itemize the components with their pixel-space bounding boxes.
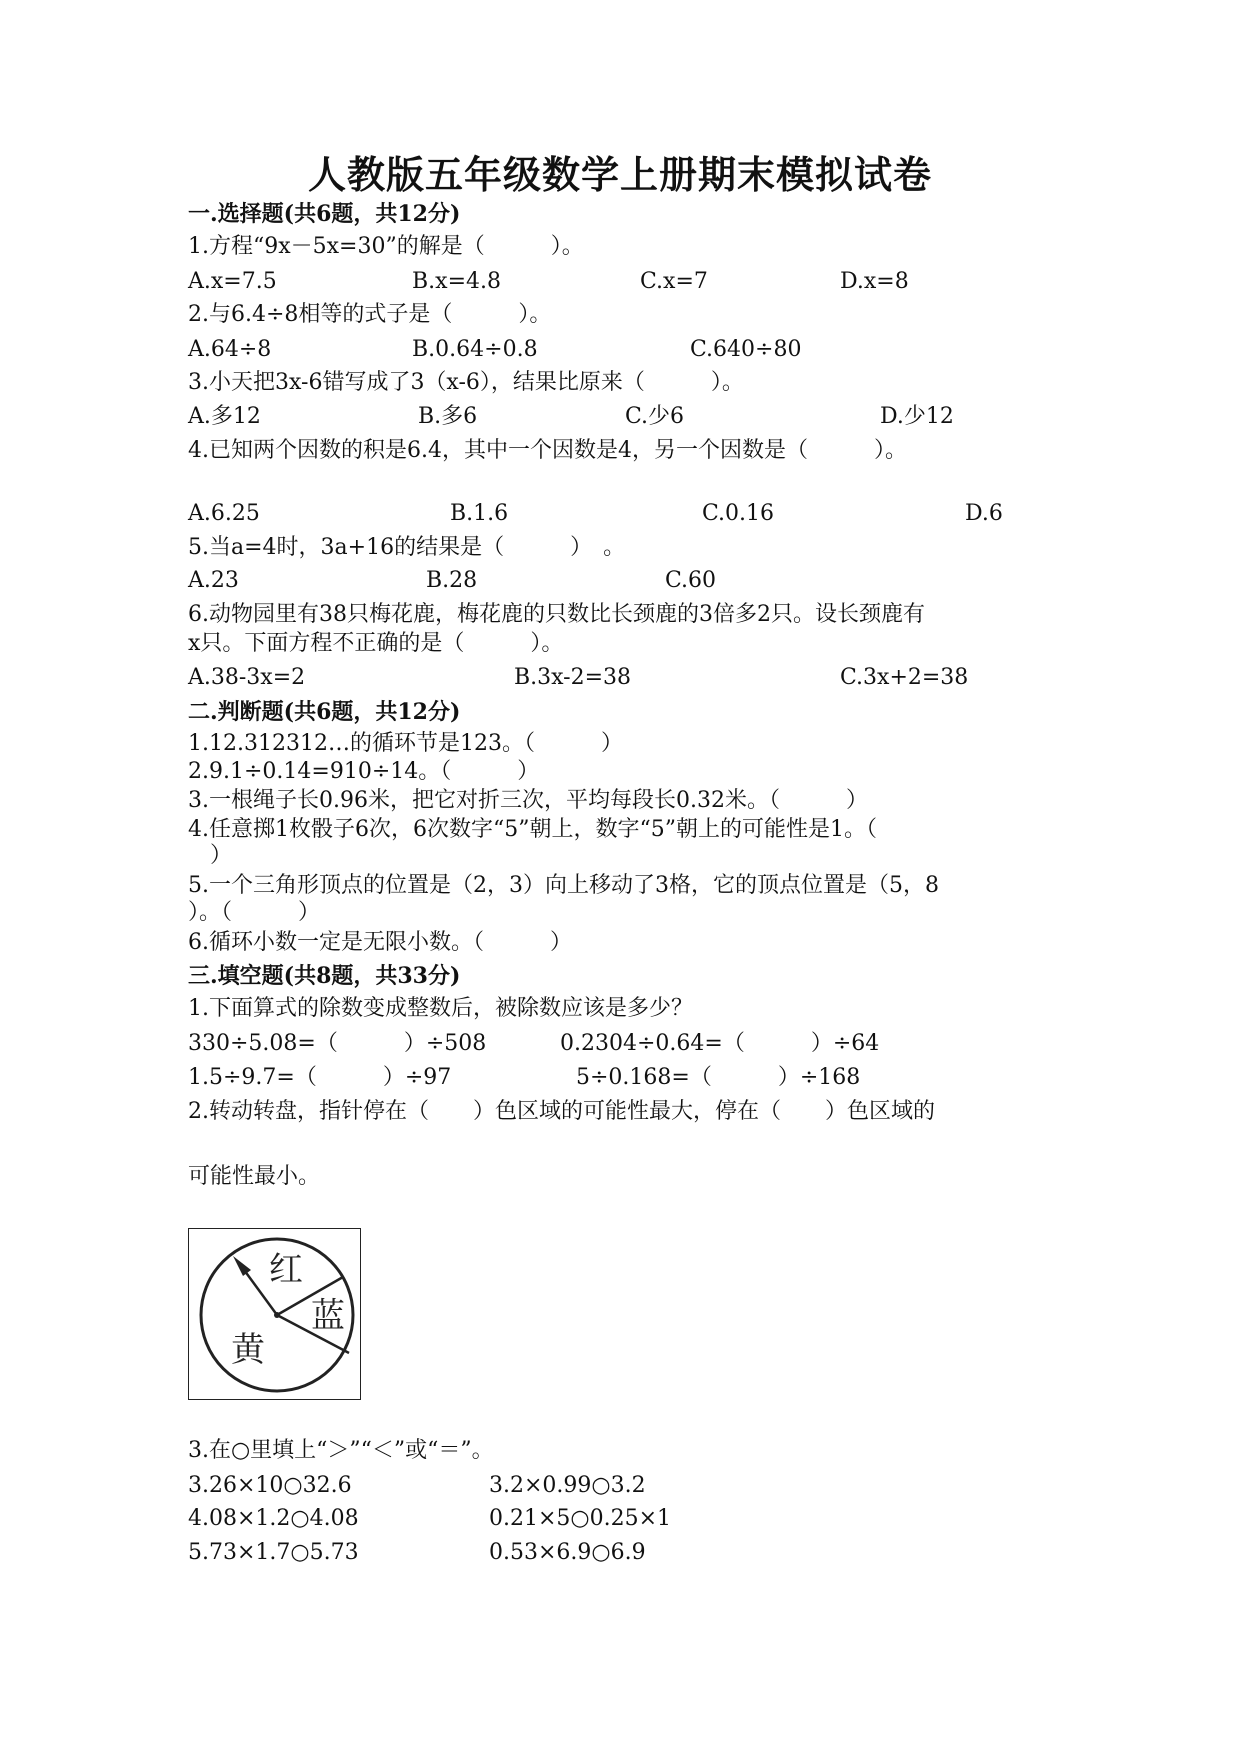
judgement-item: 5.一个三角形顶点的位置是（2，3）向上移动了3格，它的顶点位置是（5，8 xyxy=(188,873,939,898)
question-stem: 2.与6.4÷8相等的式子是（ ）。 xyxy=(188,302,552,327)
compare-expression: 0.21×5○0.25×1 xyxy=(489,1506,672,1531)
option-b: B.3x-2=38 xyxy=(514,665,632,690)
spinner-figure xyxy=(188,1228,361,1400)
judgement-item: 6.循环小数一定是无限小数。（ ） xyxy=(188,930,572,955)
section-heading-choice: 一.选择题(共6题，共12分) xyxy=(188,201,461,227)
question-stem: 2.转动转盘，指针停在（ ）色区域的可能性最大，停在（ ）色区域的 xyxy=(188,1099,935,1124)
page-title: 人教版五年级数学上册期末模拟试卷 xyxy=(307,152,932,197)
option-d: D.x=8 xyxy=(840,269,909,294)
fill-expression: 0.2304÷0.64=（ ）÷64 xyxy=(560,1031,880,1056)
option-a: A.6.25 xyxy=(188,501,260,526)
option-c: C.3x+2=38 xyxy=(840,665,969,690)
fill-expression: 330÷5.08=（ ）÷508 xyxy=(188,1031,487,1056)
spinner-label-red: 红 xyxy=(269,1250,303,1290)
fill-expression: 1.5÷9.7=（ ）÷97 xyxy=(188,1065,452,1090)
option-c: C.640÷80 xyxy=(690,337,802,362)
judgement-item: 4.任意掷1枚骰子6次，6次数字“5”朝上，数字“5”朝上的可能性是1。（ xyxy=(188,817,877,842)
option-d: D.6 xyxy=(965,501,1003,526)
question-stem: 3.在○里填上“＞”“＜”或“＝”。 xyxy=(188,1438,494,1463)
option-b: B.28 xyxy=(426,568,478,593)
option-a: A.x=7.5 xyxy=(188,269,277,294)
compare-expression: 3.26×10○32.6 xyxy=(188,1473,352,1498)
option-a: A.38-3x=2 xyxy=(188,665,306,690)
option-a: A.多12 xyxy=(188,404,261,429)
question-stem: 5.当a=4时，3a+16的结果是（ ） 。 xyxy=(188,535,626,560)
option-b: B.x=4.8 xyxy=(412,269,501,294)
judgement-item-cont: ）。（ ） xyxy=(188,900,321,925)
judgement-item-cont: ） xyxy=(188,843,233,868)
pointer-arrowhead-icon xyxy=(233,1256,251,1276)
compare-expression: 0.53×6.9○6.9 xyxy=(489,1540,646,1565)
question-stem-cont: x只。下面方程不正确的是（ ）。 xyxy=(188,631,564,656)
spinner-center xyxy=(274,1312,280,1318)
section-heading-fill: 三.填空题(共8题，共33分) xyxy=(188,963,461,989)
option-b: B.1.6 xyxy=(450,501,509,526)
question-stem: 1.下面算式的除数变成整数后，被除数应该是多少？ xyxy=(188,996,693,1021)
option-b: B.0.64÷0.8 xyxy=(412,337,538,362)
question-stem: 6.动物园里有38只梅花鹿，梅花鹿的只数比长颈鹿的3倍多2只。设长颈鹿有 xyxy=(188,602,925,627)
option-a: A.64÷8 xyxy=(188,337,272,362)
spinner-label-yellow: 黄 xyxy=(231,1330,265,1370)
section-heading-judgement: 二.判断题(共6题，共12分) xyxy=(188,699,461,725)
question-stem: 4.已知两个因数的积是6.4，其中一个因数是4，另一个因数是（ ）。 xyxy=(188,438,907,463)
option-c: C.x=7 xyxy=(640,269,708,294)
option-c: C.60 xyxy=(665,568,717,593)
judgement-item: 3.一根绳子长0.96米，把它对折三次，平均每段长0.32米。（ ） xyxy=(188,788,868,813)
judgement-item: 2.9.1÷0.14=910÷14。（ ） xyxy=(188,759,540,784)
option-b: B.多6 xyxy=(418,404,478,429)
judgement-item: 1.12.312312…的循环节是123。（ ） xyxy=(188,731,623,756)
question-stem: 1.方程“9x－5x=30”的解是（ ）。 xyxy=(188,234,584,259)
compare-expression: 4.08×1.2○4.08 xyxy=(188,1506,359,1531)
option-c: C.0.16 xyxy=(702,501,775,526)
option-c: C.少6 xyxy=(625,404,685,429)
compare-expression: 5.73×1.7○5.73 xyxy=(188,1540,359,1565)
question-stem: 3.小天把3x-6错写成了3（x-6），结果比原来（ ）。 xyxy=(188,370,744,395)
compare-expression: 3.2×0.99○3.2 xyxy=(489,1473,646,1498)
question-stem-cont: 可能性最小。 xyxy=(188,1164,321,1189)
option-a: A.23 xyxy=(188,568,239,593)
option-d: D.少12 xyxy=(880,404,954,429)
fill-expression: 5÷0.168=（ ）÷168 xyxy=(576,1065,861,1090)
spinner-label-blue: 蓝 xyxy=(311,1296,345,1336)
